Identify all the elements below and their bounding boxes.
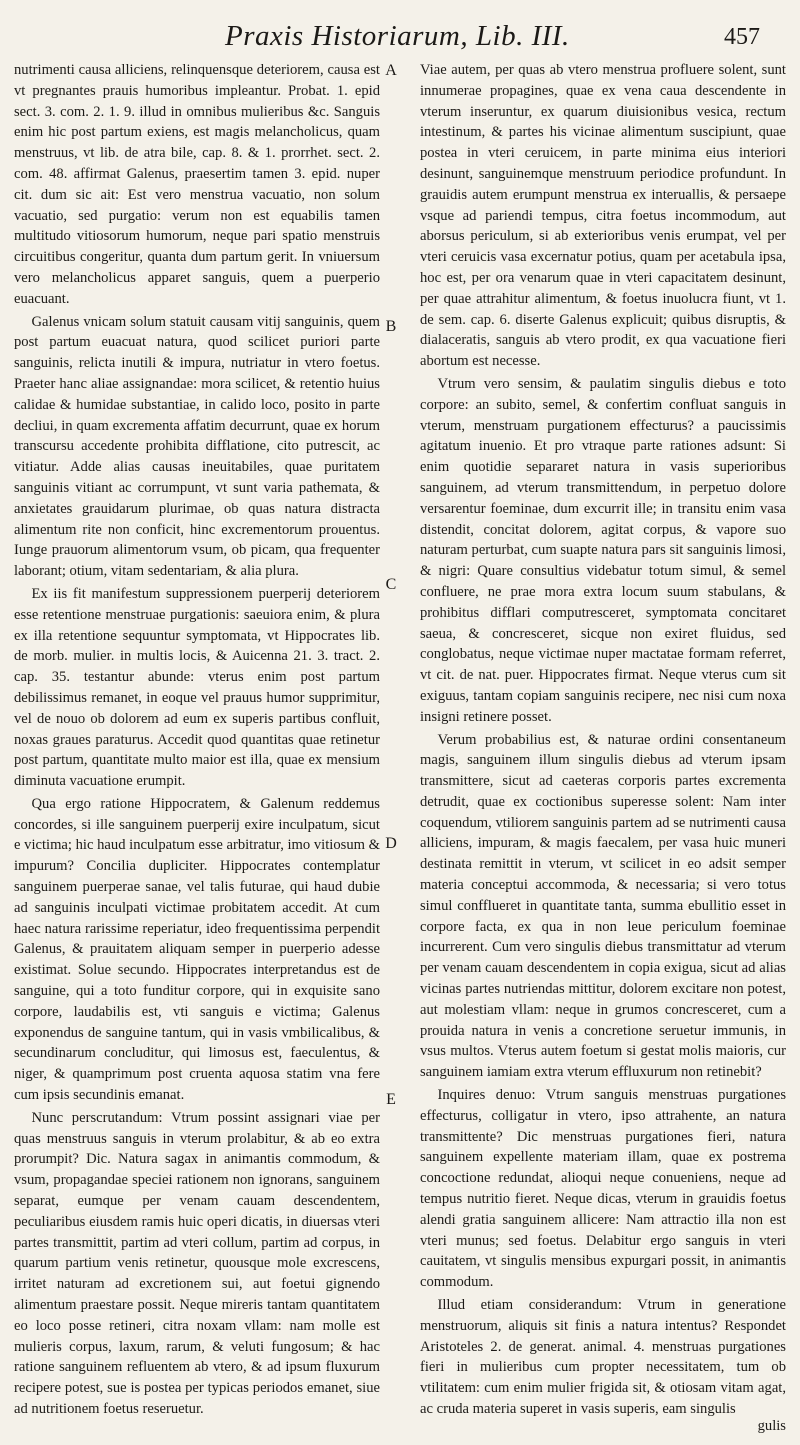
margin-letter-c: C [385, 576, 397, 593]
running-title: Praxis Historiarum, Lib. III. [225, 20, 570, 52]
margin-letter-a: A [385, 62, 397, 79]
paragraph: Galenus vnicam solum statuit causam vitij sanguinis, quem post partum euacuat natura, quod scilicet puriori parte sanguinis, relicta inutili & impura, nutriatur in vtero foetus. Praeter hanc aliae assignandae: mora scilicet, & retentio huius calidae & humidae substantiae, in calido loco, posito in parte decliui, in quam excrementa affatim decurrunt, quae ex horum transcursu accedente prohibita difflatione, cito putrescit, ac vitiatur. Adde alias causas ineuitabiles, quae puritatem sanguinis vitiant ac corrumpunt, vt sunt varia pathemata, & anxietates grauidarum plurimae, ob quas natura distracta alimentum rite non conficit, hinc excrementorum prouentus. Iunge prauorum alimentorum vsum, ob picam, qua frequenter laborant; otium, vitam sedentariam, & alia plura. [14, 313, 380, 580]
paragraph: Inquires denuo: Vtrum sanguis menstruas purgationes effecturus, colligatur in vtero, ipso attrahente, an natura transmittente? Dic menstruas purgationes fieri, natura sanguinem expellente materiam illam, quae ex postrema concoctione redundat, alioqui neque conueniens, neque ad tempus nutritio fieret. Neque dicas, vterum in grauidis foetus alendi gratia sanguinem allicere: Nam attractio illa non est vteri munus; sed foetus. Delabitur ergo sanguis in vteri cauitatem, vt singulis mensibus expurgari possit, in animantis commodum. [420, 1087, 786, 1291]
paragraph: Qua ergo ratione Hippocratem, & Galenum reddemus concordes, si ille sanguinem puerperij exire inculpatum, sicut e victima; hic haud inculpatum esse arbitratur, imo vitiosum & impurum? Concilia dupliciter. Hippocrates contemplatur sanguinem puerperae sanae, vel talis futurae, qui haud dubie ad sanguinis inculpati victimae probitatem accedit. At cum haec natura rarissime reperiatur, ideo frequentissima perpendit Galenus, & prauitatem aliquam semper in puerperio adesse existimat. Solue secundo. Hippocrates interpretandus est de sanguine, qui a toto funditur corpore, qui in exquisite sano corpore, laudabilis est, vti sanguis e victima; Galenus exponendus de sanguine tantum, qui in vasis vmbilicalibus, & secundinarum concluditur, qui limosus est, faeculentus, & niger, & quamprimum post cruenta aquosa statim vna fere cum ipsis secundinis emanat. [14, 795, 380, 1104]
margin-letter-e: E [386, 1091, 396, 1108]
margin-letter-b: B [385, 318, 397, 335]
paragraph: Verum probabilius est, & naturae ordini consentaneum magis, sanguinem illum singulis diebus ad vterum ipsam transmittere, sicut ad caeteras corporis partes excrementa detrudit, quae ex coctionibus superesse solent: Nam inter coquendum, vtiliorem sanguinis partem ad se nutrimenti causa alliciens, impuram, & magis faecalem, per vasa huic muneri destinata remittit in vterum, vt scilicet in eo adsit semper materia conceptui accommoda, & necessaria; si vero totus simul confflueret in quantitate tanta, summa ebullitio esset in corpore facta, ex qua in non leue periculum foeminae incurrerent. Cum vero singulis diebus transmittatur ad vterum per venam cauam descendentem in copia exigua, sicut ad alias vicinas partes nutriendas mittitur, dolorem excitare non potest, aut molestiam vllam: neque in grumos concresceret, cum a prouida natura in venis a concretione seruetur immunis, in vsus multos. Vterus autem foetum si gestat molis maioris, cur sanguinem iamiam extra vterum effluxurum non retinebit? [420, 731, 786, 1081]
margin-letter-d: D [385, 835, 397, 852]
paragraph: Viae autem, per quas ab vtero menstrua profluere solent, sunt innumerae propagines, quae ex vena caua descendente in vterum inseruntur, ex quarum diuisionibus vesica, rectum intestinum, & partes his vicinae alimentum suscipiunt, quae postea in vteri ceruicem, in parte minima eius interiori desinunt, sanguinemque menstruum periodice profundunt. In grauidis autem erumpunt menstrua ex interuallis, & persaepe vsque ad pariendi tempus, citra foetus incommodum, aut aborsus periculum, si ab exterioribus venis erumpat, vel per vteri ceruicis vasa excernatur potius, quam per acetabula ipsa, hoc est, per ora venarum quae in vteri capacitatem desinunt, per quae attrahitur alimentum, & foetus inuolucra fiunt, vt 1. de sem. cap. 6. diserte Galenus explicuit; quibus disruptis, & dialaceratis, sanguis ab vtero prodit, ex qua vacuatione fieri abortum est necesse. [420, 62, 786, 370]
paragraph: Illud etiam considerandum: Vtrum in generatione menstruorum, aliquis sit finis a natura intentus? Respondet Aristoteles 2. de generat. animal. 4. menstruas purgationes fieri in mulieribus cum propter necessitatem, tum ob vtilitatem: cum enim mulier frigida sit, & otiosam vitam agat, ac cruda materia superet in vasis superis, eam singulis [420, 1297, 786, 1417]
paragraph: nutrimenti causa alliciens, relinquensque deteriorem, causa est vt pregnantes prauis humoribus impleantur. Probat. 1. epid sect. 3. com. 2. 1. 9. illud in omnibus mulieribus &c. Sanguis enim hic post partum exiens, est magis melancholicus, quam menstruus, vt lib. de atra bile, cap. 8. & 1. prorrhet. sect. 2. com. 48. affirmat Galenus, praesertim tamen 3. epid. nuper cit. dum sic ait: Est vero menstrua vacuatio, non solum vacuatio, sed purgatio: verum non est equabilis tamen multitudo vitiosorum humorum, neque pari spatio menstruis circuitibus congeritur, quanta dum partum gerit. In vniuersum vero melancholicus apparet sanguis, quem a puerperio euacuant. [14, 62, 380, 307]
catchword: gulis [757, 1418, 786, 1434]
paragraph: Nunc perscrutandum: Vtrum possint assignari viae per quas menstruus sanguis in vterum prolabitur, & ab eo extra prorumpit? Dic. Natura sagax in animantis commodum, & vsum, propagandae speciei rationem non ignorans, sanguinem separat, eumque per venam cauam descendentem, peculiaribus eiusdem ramis huic operi dicatis, in diuersas vteri partes transmittit, partim ad vteri collum, partim ad corpus, in quarum partium venis retinetur, quousque mole excrescens, irritet naturam ad excretionem sui, aut foetui gignendo alimentum praestare possit. Neque mireris tantam quantitatem eo loco posse retineri, citra noxam vllam: nam molle est mulieris corpus, laxum, rarum, & veluti fungosum; & hac ratione sanguinem refluentem ab vtero, & ad ipsum fluxurum recipere potest, sue is postea per typicas periodos emanet, siue ad nutritionem foetus reseruetur. [14, 1109, 380, 1417]
page-header [0, 20, 800, 56]
paragraph: Vtrum vero sensim, & paulatim singulis diebus e toto corpore: an subito, semel, & confertim confluat sanguis in vterum, menstruam purgationem effecturus? a paucissimis agitatum inuenio. Et pro vtraque parte rationes adsunt: Si enim quotidie separaret natura in vasis superioribus sanguinem, ad vterum transmittendum, in perpetuo dolore versarentur foeminae, dum excurrit ille; in transitu enim vasa distendit, concitat dolorem, agitat corpus, & vapore suo naturam perturbat, cum suapte natura pars sit sanguinis limosi, & nigri: Quare consultius videbatur totum simul, & semel confluere, ne prae mora extra locum suum stabulans, & prohibitus difflari computresceret, symptomata concitaret saeua, & concresceret, sicque non exiret fluidus, sed conglobatus, neque victimae nuper mactatae formam referret, vt cit. de nat. puer. Hippocrates firmat. Neque vterus cum sit exiguus, tantam copiam sanguinis recipere, nec nisi cum noxa insigni retinere posset. [420, 375, 786, 725]
page-number: 457 [724, 24, 760, 50]
paragraph: Ex iis fit manifestum suppressionem puerperij deteriorem esse retentione menstruae purgationis: saeuiora enim, & plura ex illa retentione sequuntur symptomata, vt Hippocrates lib. de morb. mulier. in multis locis, & Auicenna 21. 3. tract. 2. cap. 35. testantur abunde: vterus enim post partum debilissimus remanet, in eoque vel prauus humor supprimitur, vel de nouo ob dolorem ad eum ex superis partibus confluit, noxas graues paraturus. Accedit quod quantitas quae retinetur post partum, quantitate multo maior est illa, quae ex mensium diminuta vacuatione erumpit. [14, 585, 380, 790]
right-column [420, 60, 786, 1435]
left-column [14, 60, 380, 1435]
